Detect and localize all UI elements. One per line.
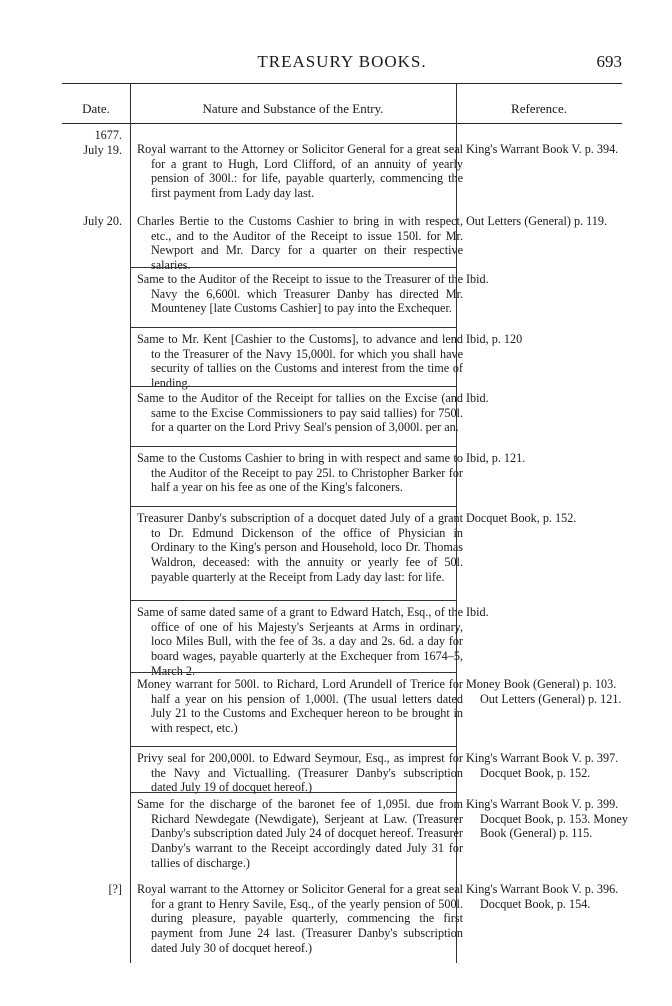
entry-text: Same to the Customs Cashier to bring in with respect and same to the Auditor of the Receipt to pay 25l. to Christopher Barker for half a year on his fee as one of the King's falconers.	[137, 451, 463, 495]
entry-reference: King's Warrant Book V. p. 397. Docquet Book, p. 152.	[466, 751, 619, 780]
table-top-rule	[62, 83, 622, 84]
entry-reference: Ibid, p. 121.	[466, 451, 526, 465]
entry-separator	[130, 746, 456, 747]
entry-reference: Ibid.	[466, 391, 489, 405]
entry-separator	[130, 792, 456, 793]
entry-reference: King's Warrant Book V. p. 394.	[466, 142, 619, 156]
page-header	[62, 52, 622, 76]
entry-reference: Out Letters (General) p. 119.	[466, 214, 608, 228]
entry-separator	[130, 267, 456, 268]
entry-reference: King's Warrant Book V. p. 399. Docquet Book, p. 153. Money Book (General) p. 115.	[466, 797, 628, 841]
page-number: 693	[596, 52, 622, 71]
entry-separator	[130, 446, 456, 447]
entry-text: Same to Mr. Kent [Cashier to the Customs], to advance and lend to the Treasurer of the Navy 15,000l. for which you shall have security of tallies on the Customs and interest from the time of lending.	[137, 332, 463, 391]
entry-separator	[130, 506, 456, 507]
entry-separator	[130, 386, 456, 387]
entry-text: Treasurer Danby's subscription of a docquet dated July of a grant to Dr. Edmund Dickenson of the office of Physician in Ordinary to the King's person and Household, loco Dr. Thomas Waldron, deceased: with the annuity or yearly fee of 50l. payable quarterly at the Receipt from Lady day last: for life.	[137, 511, 463, 584]
entry-text: Money warrant for 500l. to Richard, Lord Arundell of Trerice for half a year on his pension of 1,000l. (The usual letters dated July 21 to the Customs and Exchequer hereon to be brought in with respect, etc.)	[137, 677, 463, 736]
column-header-reference: Reference.	[511, 101, 567, 116]
entry-text: Royal warrant to the Attorney or Solicitor General for a great seal for a grant to Hugh, Lord Clifford, of an annuity of yearly pension of 300l.: for life, payable quarterly, commencing the first payment from Lady day last.	[137, 142, 463, 201]
entry-text: Same to the Auditor of the Receipt for tallies on the Excise (and same to the Excise Commissioners to pay said tallies) for 750l. for a quarter on the Lord Privy Seal's pension of 3,000l. per an.	[137, 391, 463, 435]
entry-reference: Ibid.	[466, 605, 489, 619]
entry-date: 1677. July 19.	[83, 128, 122, 157]
table-header-rule	[62, 123, 622, 124]
entry-reference: Ibid, p. 120	[466, 332, 523, 346]
entry-text: Same to the Auditor of the Receipt to issue to the Treasurer of the Navy the 6,600l. which Treasurer Danby has directed Mr. Mounteney [late Customs Cashier] to pay into the Exchequer.	[137, 272, 463, 316]
entry-separator	[130, 327, 456, 328]
entry-text: Privy seal for 200,000l. to Edward Seymour, Esq., as imprest for the Navy and Victualling. (Treasurer Danby's subscription dated July 19 of docquet hereof.)	[137, 751, 463, 795]
entry-reference: Docquet Book, p. 152.	[466, 511, 577, 525]
entry-text: Same of same dated same of a grant to Edward Hatch, Esq., of the office of one of his Majesty's Serjeants at Arms in ordinary, loco Miles Bull, with the fee of 3s. a day and 2s. 6d. a day for board wages, payable quarterly at the Exchequer from 1674–5, March 2.	[137, 605, 463, 678]
entry-text: Charles Bertie to the Customs Cashier to bring in with respect, etc., and to the Auditor of the Receipt to issue 150l. for Mr. Newport and Mr. Darcy for a quarter on their respective salaries.	[137, 214, 463, 273]
entry-reference: Money Book (General) p. 103. Out Letters (General) p. 121.	[466, 677, 622, 706]
running-title: TREASURY BOOKS.	[257, 52, 427, 71]
column-header-date: Date.	[82, 101, 110, 116]
entry-separator	[130, 672, 456, 673]
entry-date: [?]	[108, 882, 122, 896]
entry-separator	[130, 600, 456, 601]
entry-reference: Ibid.	[466, 272, 489, 286]
entry-date: July 20.	[83, 214, 122, 228]
entry-text: Same for the discharge of the baronet fee of 1,095l. due from Richard Newdegate (Newdigate), Serjeant at Law. (Treasurer Danby's subscription dated July 24 of docquet hereof. Treasurer Danby's warrant to the Receipt accordingly dated July 31 for tallies of discharge.)	[137, 797, 463, 870]
entry-text: Royal warrant to the Attorney or Solicitor General for a great seal for a grant to Henry Savile, Esq., of the yearly pension of 500l. during pleasure, payable quarterly, commencing the first payment from June 24 last. (Treasurer Danby's subscription dated July 30 of docquet hereof.)	[137, 882, 463, 955]
column-divider-date	[130, 83, 131, 963]
entry-reference: King's Warrant Book V. p. 396. Docquet Book, p. 154.	[466, 882, 619, 911]
column-header-entry: Nature and Substance of the Entry.	[202, 101, 384, 116]
